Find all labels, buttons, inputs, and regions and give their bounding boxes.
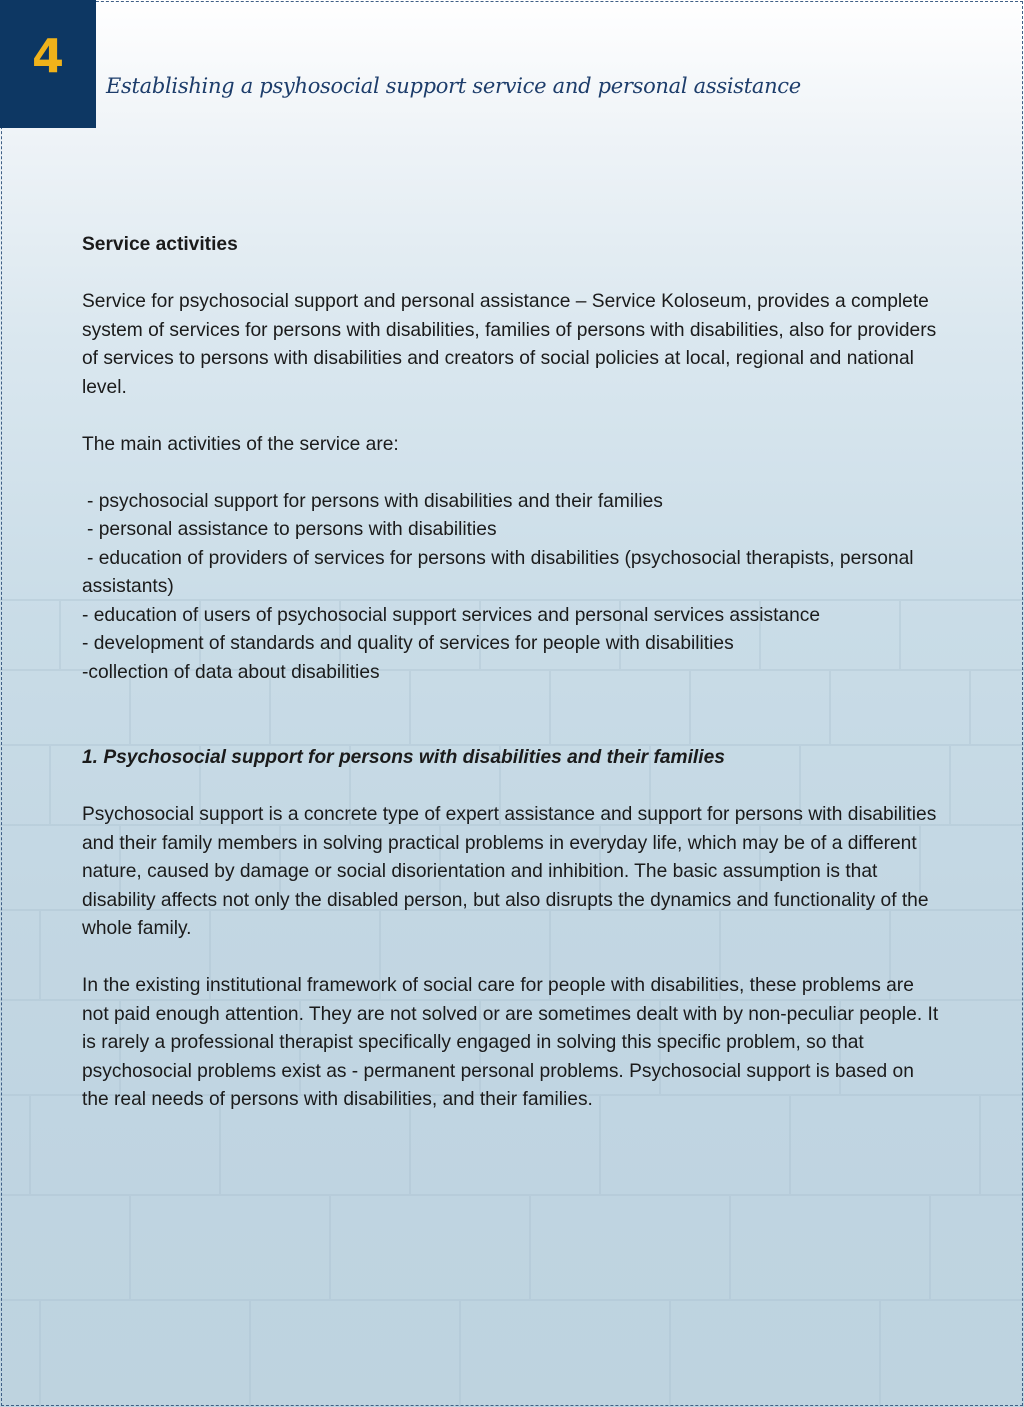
list-item: -collection of data about disabilities: [82, 661, 380, 683]
subsection-heading: 1. Psychosocial support for persons with disabilities and their families: [82, 747, 725, 768]
list-item: - development of standards and quality of services for people with disabilities: [82, 633, 734, 654]
list-item: - education of users of psychosocial support services and personal services assistance: [82, 604, 821, 626]
intro-paragraph: Service for psychosocial support and personal assistance – Service Koloseum, provides a complete system of services for persons with disabilities, families of persons with disabilities, also for providers of services to persons with disabilities and creators of social policies at local, regional and national level.: [82, 291, 937, 398]
body-paragraph-1: Psychosocial support is a concrete type of expert assistance and support for persons with disabilities and their family members in solving practical problems in everyday life, which may be of a different nature, caused by damage or social disorientation and inhibition. The basic assumption is that disability affects not only the disabled person, but also disrupts the dynamics and functionality of the whole family.: [82, 804, 937, 939]
chapter-number: 4: [31, 29, 64, 83]
body-paragraph-2: In the existing institutional framework of social care for people with disabilities, these problems are not paid enough attention. They are not solved or are sometimes dealt with by non-peculiar people. It is rarely a professional therapist specifically engaged in solving this specific problem, so that psychosocial problems exist as - permanent personal problems. Psychosocial support is based on the real needs of persons with disabilities, and their families.: [82, 975, 939, 1110]
chapter-badge: [0, 0, 96, 128]
page-content: [82, 231, 942, 1115]
list-item: - personal assistance to persons with disabilities: [87, 519, 497, 540]
list-item: - psychosocial support for persons with disabilities and their families: [87, 490, 663, 512]
running-title: Establishing a psyhosocial support service and personal assistance: [106, 74, 801, 98]
activities-list: [82, 488, 942, 688]
list-item: - education of providers of services for persons with disabilities (psychosocial therapists, personal assistants): [82, 547, 914, 597]
activities-lead: The main activities of the service are:: [82, 433, 399, 455]
section-heading: Service activities: [82, 234, 238, 255]
